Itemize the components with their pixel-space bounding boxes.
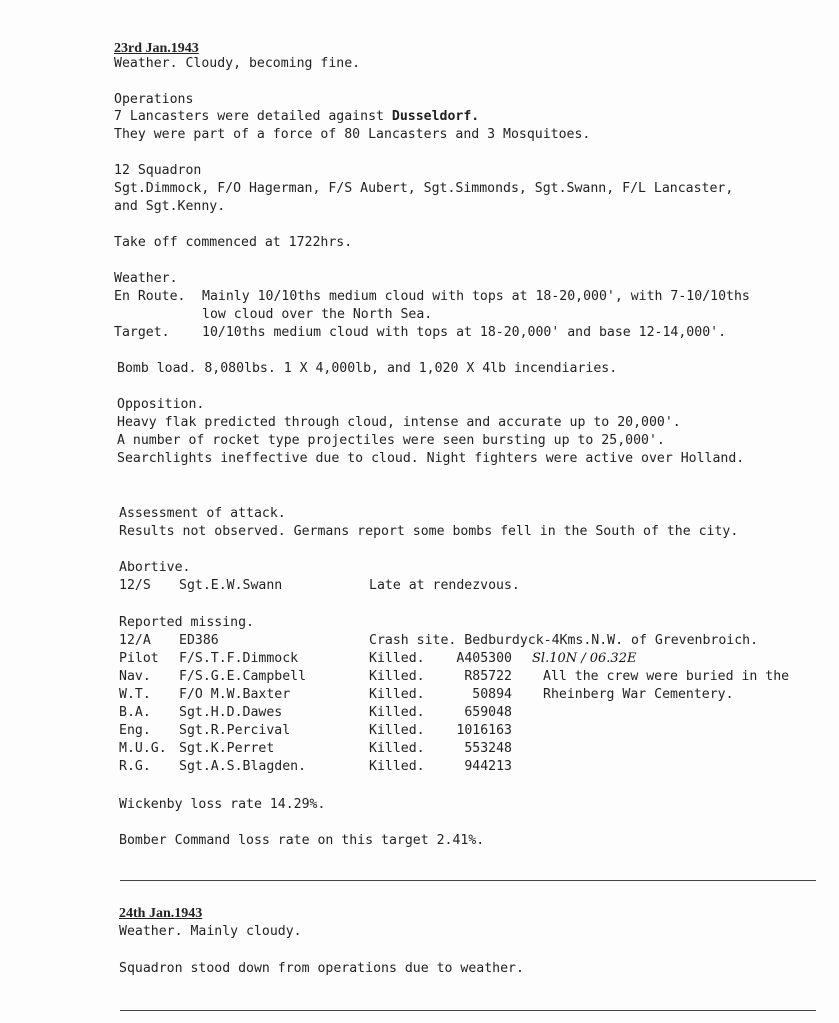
table-row: [119, 668, 819, 686]
enroute-text-1: Mainly 10/10ths medium cloud with tops at 18-20,000', with 7-10/10ths: [202, 289, 750, 304]
crew-number: 553248: [464, 741, 512, 756]
burial-line-1: All the crew were buried in the: [543, 669, 790, 684]
opposition-line-2: A number of rocket type projectiles were seen bursting up to 25,000'.: [117, 433, 665, 448]
abortive-name: Sgt.E.W.Swann: [179, 578, 283, 593]
operations-text: 7 Lancasters were detailed against: [114, 109, 392, 124]
crew-number: 50894: [472, 687, 512, 702]
table-row: [119, 686, 819, 704]
takeoff-line: Take off commenced at 1722hrs.: [114, 235, 353, 250]
crew-status: Killed.: [369, 759, 425, 774]
crew-number: R85722: [464, 669, 512, 684]
crew-role: Nav.: [119, 669, 151, 684]
missing-heading: Reported missing.: [119, 615, 254, 630]
entry-date: 23rd Jan.1943: [114, 41, 199, 56]
bomb-load-line: Bomb load. 8,080lbs. 1 X 4,000lb, and 1,020 X 4lb incendiaries.: [117, 361, 618, 376]
abortive-code: 12/S: [119, 578, 151, 593]
operations-line-2: They were part of a force of 80 Lancasters and 3 Mosquitoes.: [114, 127, 591, 142]
burial-line-2: Rheinberg War Cementery.: [543, 687, 734, 702]
crew-number: A405300: [456, 651, 512, 666]
crew-status: Killed.: [369, 723, 425, 738]
squadron-heading: 12 Squadron: [114, 163, 202, 178]
opposition-heading: Opposition.: [117, 397, 205, 412]
entry-date: 24th Jan.1943: [119, 906, 203, 921]
abortive-reason: Late at rendezvous.: [369, 578, 520, 593]
crew-name: Sgt.A.S.Blagden.: [179, 759, 307, 774]
crew-role: B.A.: [119, 705, 151, 720]
table-row: [119, 740, 819, 758]
missing-crew-table: [119, 632, 819, 776]
crew-name: F/O M.W.Baxter: [179, 687, 291, 702]
crew-name: Sgt.H.D.Dawes: [179, 705, 283, 720]
crew-role: Pilot: [119, 651, 159, 666]
crew-status: Killed.: [369, 687, 425, 702]
table-row: [119, 650, 819, 668]
table-row: [119, 758, 819, 776]
crew-status: Killed.: [369, 741, 425, 756]
crew-role: W.T.: [119, 687, 151, 702]
crew-role: R.G.: [119, 759, 151, 774]
abortive-heading: Abortive.: [119, 560, 191, 575]
assessment-heading: Assessment of attack.: [119, 506, 286, 521]
table-row-aircraft: [119, 632, 819, 650]
aircraft-code: 12/A: [119, 633, 151, 648]
target-text: 10/10ths medium cloud with tops at 18-20,000' and base 12-14,000'.: [202, 325, 727, 340]
section-divider: [120, 880, 816, 881]
operations-line-1: [114, 108, 479, 126]
aircraft-serial: ED386: [179, 633, 219, 648]
crew-name: Sgt.K.Perret: [179, 741, 275, 756]
crew-role: Eng.: [119, 723, 151, 738]
table-row: [119, 722, 819, 740]
enroute-label: En Route.: [114, 289, 186, 304]
crew-line-1: Sgt.Dimmock, F/O Hagerman, F/S Aubert, Sgt.Simmonds, Sgt.Swann, F/L Lancaster,: [114, 181, 734, 196]
target-label: Target.: [114, 325, 170, 340]
crew-number: 1016163: [456, 723, 512, 738]
enroute-text-2: low cloud over the North Sea.: [202, 307, 433, 322]
table-row: [119, 704, 819, 722]
stood-down-line: Squadron stood down from operations due to weather.: [119, 961, 524, 976]
crew-name: F/S.T.F.Dimmock: [179, 651, 299, 666]
crash-site: Crash site. Bedburdyck-4Kms.N.W. of Grevenbroich.: [369, 633, 759, 648]
operations-heading: Operations: [114, 92, 194, 107]
crew-status: Killed.: [369, 669, 425, 684]
crew-number: 944213: [464, 759, 512, 774]
opposition-line-1: Heavy flak predicted through cloud, intense and accurate up to 20,000'.: [117, 415, 681, 430]
assessment-text: Results not observed. Germans report some bombs fell in the South of the city.: [119, 524, 739, 539]
crew-status: Killed.: [369, 705, 425, 720]
wickenby-loss-line: Wickenby loss rate 14.29%.: [119, 797, 326, 812]
weather-line: Weather. Cloudy, becoming fine.: [114, 56, 361, 71]
opposition-line-3: Searchlights ineffective due to cloud. Night fighters were active over Holland.: [117, 451, 745, 466]
crew-role: M.U.G.: [119, 741, 167, 756]
weather-line: Weather. Mainly cloudy.: [119, 924, 302, 939]
bomber-command-loss-line: Bomber Command loss rate on this target 2.41%.: [119, 833, 485, 848]
operations-target: Dusseldorf.: [391, 109, 480, 124]
crew-line-2: and Sgt.Kenny.: [114, 199, 226, 214]
crew-number: 659048: [464, 705, 512, 720]
crew-name: Sgt.R.Percival: [179, 723, 291, 738]
weather-heading: Weather.: [114, 271, 178, 286]
handwritten-coordinates: Sl.10N / 06.32E: [532, 651, 637, 666]
section-divider: [120, 1010, 816, 1011]
crew-status: Killed.: [369, 651, 425, 666]
crew-name: F/S.G.E.Campbell: [179, 669, 307, 684]
